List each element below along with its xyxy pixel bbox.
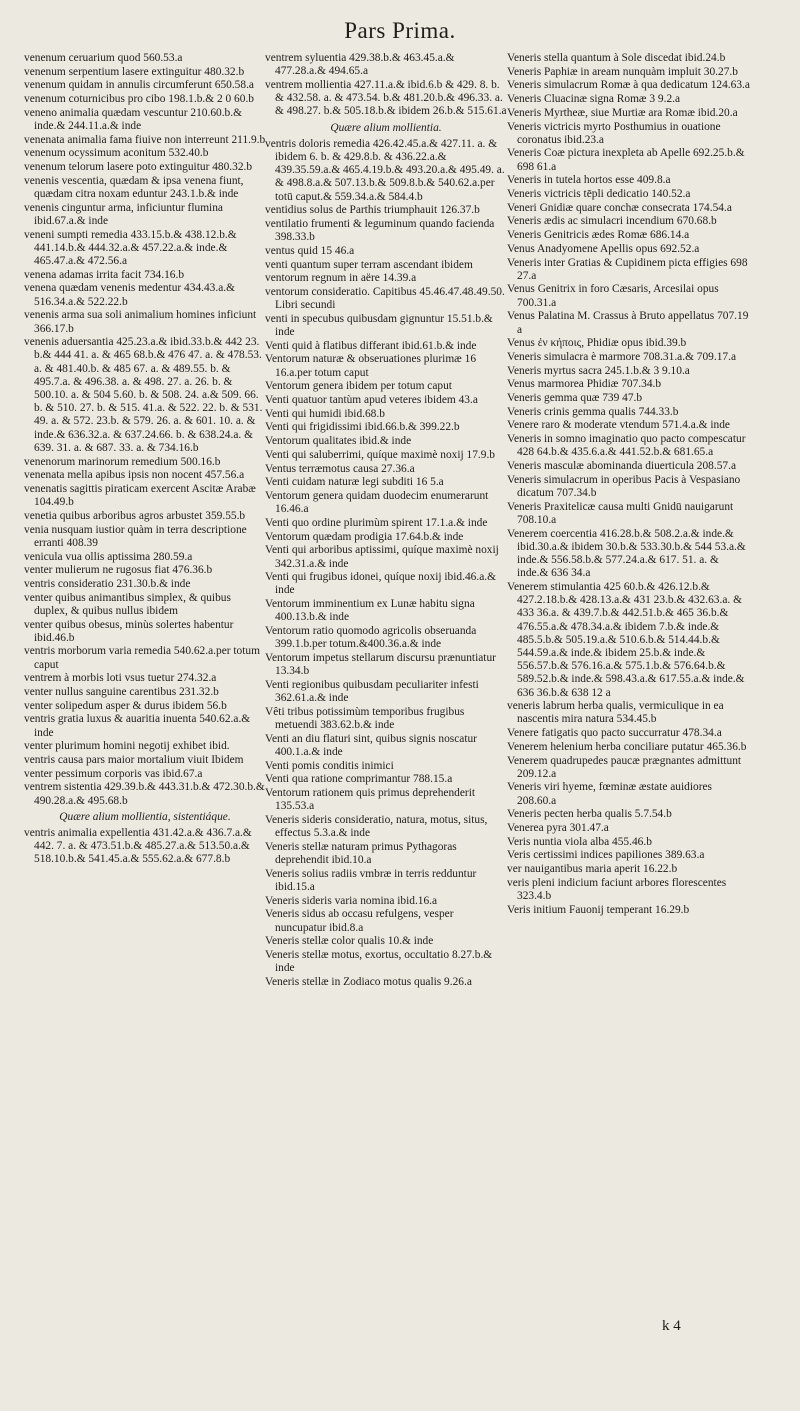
index-entry: venenum serpentium lasere extinguitur 480.32.b (24, 65, 245, 78)
index-entry: Veneris simulacra è marmore 708.31.a.& 709.17.a (507, 350, 737, 363)
index-entry: Veneris inter Gratias & Cupidinem picta effigies 698 27.a (507, 256, 748, 282)
index-column-2 (265, 52, 507, 990)
index-entry: venter nullus sanguine carentibus 231.32.b (24, 686, 219, 699)
index-entry: venicula vua ollis aptissima 280.59.a (24, 550, 193, 563)
index-entry: Veneris ædis ac simulacri incendium 670.68.b (507, 215, 717, 228)
index-entry: Venerem quadrupedes paucæ prægnantes admittunt 209.12.a (507, 754, 742, 780)
index-entry: venter mulierum ne rugosus fiat 476.36.b (24, 564, 213, 577)
index-entry: venenum telorum lasere poto extinguitur 480.32.b (24, 161, 253, 174)
index-entry: Veneris Myrtheæ, siue Murtiæ ara Romæ ibid.20.a (507, 106, 738, 119)
index-entry: venti quantum super terram ascendant ibidem (265, 258, 473, 271)
index-entry: Veneri Gnidiæ quare conchæ consecrata 174.54.a (507, 201, 732, 214)
index-entry: venenis aduersantia 425.23.a.& ibid.33.b.& 442 23. b.& 444 41. a. & 465 68.b.& 476 47. a. & 478.53. a. & 481.40.b. & 485 67. a. & 489.55. b. & 495.7.a. & 496.38. a. & 498. 27. a. 26. b. & 500.10. a. & 504 5.60. b. & 508. 24. a.& 509. 66. b. & 510. 27. b. & 515. 41.a. & 522. 22. b. & 531. 49. a. & 572. 23.b. & 579. 26. a. & 601. 10. a. & inde.& 636.32.a. & 637.24.66. b. & 638.24.a. & 639. 31. a. & 687. 33. a. & 734.16.b (24, 336, 263, 454)
index-entry: Veneris pecten herba qualis 5.7.54.b (507, 808, 672, 821)
index-entry: Ventorum imminentium ex Lunæ habitu signa 400.13.b.& inde (265, 598, 475, 624)
index-entry: Vêti tribus potissimùm temporibus frugibus metuendi 383.62.b.& inde (265, 705, 465, 731)
index-entry: ventorum consideratio. Capitibus 45.46.47.48.49.50. Libri secundi (265, 285, 505, 312)
index-entry: Veneris Genitricis ædes Romæ 686.14.a (507, 229, 690, 242)
index-entry: Venti quid à flatibus differant ibid.61.b.& inde (265, 339, 477, 352)
index-entry: veneno animalia quædam vescuntur 210.60.b.& inde.& 244.11.a.& inde (24, 106, 242, 133)
index-entry: Venerem coercentia 416.28.b.& 508.2.a.& inde.& ibid.30.a.& ibidem 30.b.& 533.30.b.& 544 53.a.& inde.& 556.58.b.& 577.24.a.& 617. 51. a. & inde.& 636 34.a (507, 527, 746, 580)
index-entry: venenis arma sua soli animalium homines inficiunt 366.17.b (24, 309, 257, 335)
index-entry: Venti qui frugibus idonei, quíque noxij ibid.46.a.& inde (265, 571, 496, 597)
index-entry: Venti pomis conditis inimici (265, 759, 394, 772)
index-entry: ventris doloris remedia 426.42.45.a.& 427.11. a. & ibidem 6. b. & 429.8.b. & 436.22.a.& 439.35.59.a.& 465.4.19.b.& 493.20.a.& 495.49. a. & 498.8.a.& 507.13.b.& 509.8.b.& 540.62.a.per totū caput.& 559.34.a.& 584.4.b (265, 137, 505, 203)
index-entry: Veneris in tutela hortos esse 409.8.a (507, 174, 671, 187)
index-entry: ventus quid 15 46.a (265, 244, 355, 257)
index-entry: Veris initium Fauonij temperant 16.29.b (507, 903, 690, 916)
index-entry: ventidius solus de Parthis triumphauit 126.37.b (265, 204, 480, 217)
index-entry: Venti quo ordine plurimùm spirent 17.1.a.& inde (265, 516, 488, 529)
index-entry: Venus Anadyomene Apellis opus 692.52.a (507, 242, 700, 255)
index-entry: Veneris myrtus sacra 245.1.b.& 3 9.10.a (507, 364, 690, 377)
index-entry: venter plurimum homini negotij exhibet ibid. (24, 740, 230, 753)
index-entry: Venti qui frigidissimi ibid.66.b.& 399.22.b (265, 421, 460, 434)
index-entry: Venti an diu flaturi sint, quibus signis noscatur 400.1.a.& inde (265, 732, 477, 758)
index-entry: ventilatio frumenti & leguminum quando facienda 398.33.b (265, 217, 495, 244)
index-entry: Veneris Praxitelicæ causa multi Gnidū nauigarunt 708.10.a (507, 500, 734, 526)
cross-reference-note: Quære alium mollientia, sistentiáque. (59, 810, 231, 823)
index-entry: venti in specubus quibusdam gignuntur 15.51.b.& inde (265, 312, 493, 339)
index-entry: venenata animalia fama fiuive non interreunt 211.9.b (24, 133, 266, 146)
index-entry: Venere fatigatis quo pacto succurratur 478.34.a (507, 727, 722, 740)
index-entry: Veneris solius radiis vmbræ in terris redduntur ibid.15.a (265, 867, 477, 893)
index-entry: venena quædam venenis medentur 434.43.a.& 516.34.a.& 522.22.b (24, 282, 235, 308)
index-entry: Ventorum rationem quis primus deprehenderit 135.53.a (265, 786, 476, 813)
index-entry: Ventorum naturæ & obseruationes plurimæ 16 16.a.per totum caput (265, 353, 477, 379)
page-header: Pars Prima. (344, 18, 456, 43)
index-entry: Veneris sideris consideratio, natura, motus, situs, effectus 5.3.a.& inde (265, 813, 488, 840)
index-entry: venenata mella apibus ipsis non nocent 457.56.a (24, 469, 245, 482)
index-entry: venenum ocyssimum aconitum 532.40.b (24, 147, 209, 160)
index-entry: veneni sumpti remedia 433.15.b.& 438.12.b.& 441.14.b.& 444.32.a.& 457.22.a.& inde.& 465.47.a.& 472.56.a (24, 228, 237, 268)
index-entry: venter quibus obesus, minùs solertes habentur ibid.46.b (24, 618, 234, 644)
index-entry: Venere raro & moderate vtendum 571.4.a.& inde (507, 419, 730, 432)
index-entry: venenis cinguntur arma, inficiuntur flumina ibid.67.a.& inde (24, 201, 223, 227)
index-entry: Veneris Paphiæ in aream nunquàm impluit 30.27.b (507, 65, 738, 78)
index-entry: venia nusquam iustior quàm in terra descriptione erranti 408.39 (24, 523, 247, 549)
index-entry: ventris animalia expellentia 431.42.a.& 436.7.a.& 442. 7. a. & 473.51.b.& 485.27.a.& 513.50.a.& 518.10.b.& 541.45.a.& 555.62.a.& 677.8.b (24, 827, 252, 866)
index-entry: Venus Genitrix in foro Cæsaris, Arcesilai opus 700.31.a (507, 283, 719, 309)
index-entry: Venerea pyra 301.47.a (507, 822, 609, 835)
index-entry: Veneris crinis gemma qualis 744.33.b (507, 405, 679, 418)
index-entry: Veneris Coæ pictura inexpleta ab Apelle 692.25.b.& 698 61.a (507, 147, 745, 173)
index-entry: Venti qui saluberrimi, quíque maximè noxij 17.9.b (265, 448, 495, 461)
index-entry: Veneris stellæ naturam primus Pythagoras deprehendit ibid.10.a (265, 840, 457, 866)
index-entry: veneris labrum herba qualis, vermiculique in ea nascentis mira natura 534.45.b (507, 700, 724, 726)
index-entry: Veris nuntia viola alba 455.46.b (507, 835, 652, 848)
index-entry: Veneris masculæ abominanda diuerticula 208.57.a (507, 460, 737, 473)
index-entry: venetia quibus arboribus agros arbustet 359.55.b (24, 509, 246, 522)
index-entry: Ventorum genera quidam duodecim enumerarunt 16.46.a (265, 490, 489, 516)
index-entry: Venti qua ratione comprimantur 788.15.a (265, 773, 453, 786)
index-entry: venenum quidam in annulis circumferunt 650.58.a (24, 79, 254, 92)
index-entry: Veneris in somno imaginatio quo pacto compescatur 428 64.b.& 435.6.a.& 441.52.b.& 681.65.a (507, 433, 746, 459)
index-entry: venter pessimum corporis vas ibid.67.a (24, 767, 203, 780)
index-entry: Veneris stellæ color qualis 10.& inde (265, 935, 434, 948)
index-entry: venena adamas irrita facit 734.16.b (24, 268, 185, 281)
index-entry: venter quibus animantibus simplex, & quibus duplex, & quibus nullus ibidem (24, 591, 231, 617)
signature-mark: k 4 (662, 1318, 681, 1334)
index-entry: venenis vescentia, quædam & ipsa venena fiunt, quædam citra noxam eduntur 243.1.b.& inde (24, 174, 244, 201)
index-entry: Veneris stella quantum à Sole discedat ibid.24.b (507, 52, 726, 64)
index-entry: venenatis sagittis piraticam exercent Ascitæ Arabæ 104.49.b (24, 483, 256, 509)
index-entry: Venerem helenium herba conciliare putatur 465.36.b (507, 740, 747, 753)
index-entry: ventrem sistentia 429.39.b.& 443.31.b.& 472.30.b.& 490.28.a.& 495.68.b (24, 781, 265, 807)
index-entry: Venti regionibus quibusdam peculiariter infesti 362.61.a.& inde (265, 678, 479, 705)
index-entry: venenum ceruarium quod 560.53.a (24, 52, 183, 64)
index-entry: venter solipedum asper & durus ibidem 56.b (24, 699, 227, 712)
index-entry: ventris morborum varia remedia 540.62.a.per totum caput (24, 645, 260, 671)
index-entry: ventrem mollientia 427.11.a.& ibid.6.b & 429. 8. b. & 432.58. a. & 473.54. b.& 481.20.b.& 496.33. a. & 498.27. b.& 505.18.b.& ibidem 26.b.& 515.61.a (265, 78, 507, 118)
index-entry: Venus Palatina M. Crassus à Bruto appellatus 707.19 a (507, 310, 749, 336)
index-entry: Ventus terræmotus causa 27.36.a (265, 462, 415, 475)
index-entry: ventris gratia luxus & auaritia inuenta 540.62.a.& inde (24, 713, 251, 739)
index-entry: venenorum marinorum remedium 500.16.b (24, 455, 221, 468)
index-entry: Venus marmorea Phidiæ 707.34.b (507, 378, 662, 391)
index-entry: Veneris viri hyeme, fœminæ æstate auidiores 208.60.a (507, 781, 712, 807)
index-entry: ventris consideratio 231.30.b.& inde (24, 577, 191, 590)
index-entry: Veneris gemma quæ 739 47.b (507, 392, 643, 405)
index-entry: Veneris simulacrum Romæ à qua dedicatum 124.63.a (507, 79, 750, 92)
index-entry: Ventorum ratio quomodo agricolis obseruanda 399.1.b.per totum.&400.36.a.& inde (265, 625, 477, 651)
index-column-1 (24, 52, 266, 867)
index-entry: Veneris victricis tēpli dedicatio 140.52.a (507, 188, 691, 201)
index-entry: ver nauigantibus maria aperit 16.22.b (507, 863, 678, 876)
index-entry: Venus ἐν κήποις, Phidiæ opus ibid.39.b (507, 337, 687, 350)
index-entry: Venti cuidam naturæ legi subditi 16 5.a (265, 476, 444, 489)
index-entry: ventris causa pars maior mortalium viuit Ibidem (24, 754, 244, 767)
index-entry: venenum coturnicibus pro cibo 198.1.b.& 2 0 60.b (24, 93, 254, 106)
index-entry: Ventorum genera ibidem per totum caput (265, 380, 452, 393)
cross-reference-note: Quære alium mollientia. (330, 121, 442, 134)
index-entry: Veneris stellæ motus, exortus, occultatio 8.27.b.& inde (265, 948, 493, 975)
index-column-3 (507, 52, 751, 918)
index-entry: Veneris victricis myrto Posthumius in ouatione coronatus ibid.23.a (507, 120, 721, 146)
index-entry: Ventorum quædam prodigia 17.64.b.& inde (265, 530, 464, 543)
index-entry: Veneris sidus ab occasu refulgens, vesper nuncupatur ibid.8.a (265, 908, 454, 934)
index-entry: Venerem stimulantia 425 60.b.& 426.12.b.& 427.2.18.b.& 428.13.a.& 431 23.b.& 432.63.a. & 433 36.a. & 439.7.b.& 442.51.b.& 465 36.b.& 476.55.a.& 478.34.a.& ibidem 7.b.& inde.& 485.5.b.& 505.19.a.& 510.6.b.& 514.44.b.& 544.59.a.& inde.& ibidem 25.b.& inde.& 556.57.b.& 576.16.a.& 575.1.b.& 576.64.b.& 589.52.b.& inde.& 598.43.a.& 617.55.a.& inde.& 636 36.b.& 638 12 a (507, 580, 745, 699)
index-entry: Veneris stellæ in Zodiaco motus qualis 9.26.a (265, 975, 472, 988)
index-entry: Venti quatuor tantùm apud veteres ibidem 43.a (265, 394, 478, 407)
index-entry: ventorum regnum in aëre 14.39.a (265, 272, 417, 285)
index-entry: Veneris simulacrum in operibus Pacis à Vespasiano dicatum 707.34.b (507, 473, 741, 499)
index-entry: Ventorum impetus stellarum discursu prænuntiatur 13.34.b (265, 651, 496, 678)
index-entry: Veris certissimi indices papiliones 389.63.a (507, 849, 705, 862)
index-entry: Venti qui arboribus aptissimi, quíque maximè noxij 342.31.a.& inde (265, 544, 499, 570)
index-entry: Venti qui humidi ibid.68.b (265, 407, 385, 420)
index-entry: ventrem syluentia 429.38.b.& 463.45.a.& 477.28.a.& 494.65.a (265, 52, 455, 78)
index-entry: ventrem à morbis loti vsus tuetur 274.32.a (24, 672, 217, 685)
index-entry: veris pleni indicium faciunt arbores florescentes 323.4.b (507, 876, 727, 903)
index-entry: Veneris sideris varia nomina ibid.16.a (265, 894, 438, 907)
index-entry: Veneris Cluacinæ signa Romæ 3 9.2.a (507, 93, 681, 106)
index-entry: Ventorum qualitates ibid.& inde (265, 435, 412, 448)
